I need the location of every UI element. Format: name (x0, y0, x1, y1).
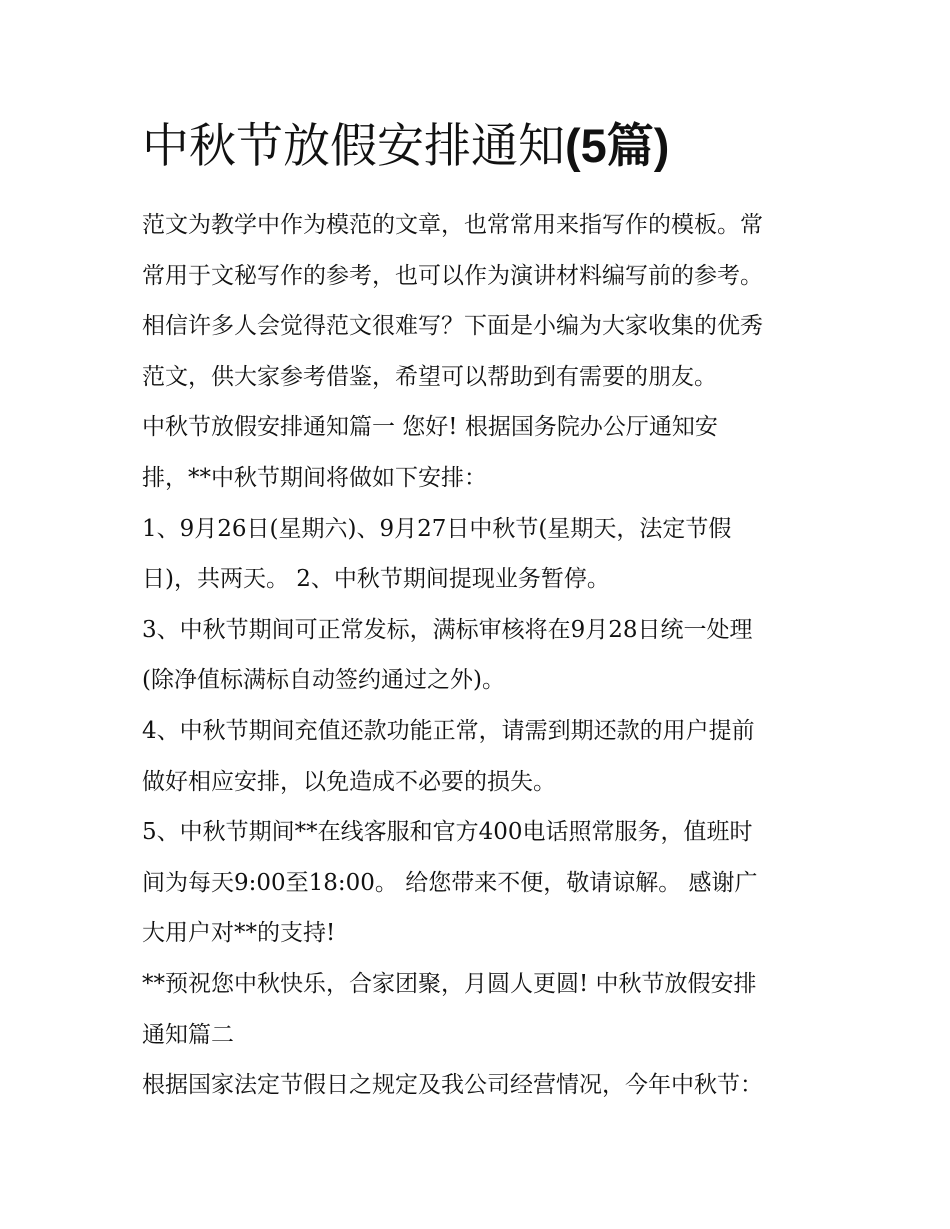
body-line: 范文，供大家参考借鉴，希望可以帮助到有需要的朋友。 (142, 363, 717, 390)
title-main: 中秋节放假安排通知 (142, 119, 565, 174)
body-line: 大用户对**的支持! (142, 920, 336, 947)
body-line: 相信许多人会觉得范文很难写？下面是小编为大家收集的优秀 (142, 313, 763, 340)
title-count: (5篇) (565, 119, 670, 172)
body-line: 根据国家法定节假日之规定及我公司经营情况，今年中秋节： (142, 1072, 763, 1099)
body-line: 1、9月26日(星期六)、9月27日中秋节(星期天，法定节假 (142, 515, 732, 542)
body-line: 日)，共两天。 2、中秋节期间提现业务暂停。 (142, 566, 610, 593)
document-title (142, 116, 842, 177)
body-line: 3、中秋节期间可正常发标，满标审核将在9月28日统一处理 (142, 616, 753, 643)
body-line: 排，**中秋节期间将做如下安排： (142, 464, 487, 491)
body-line: (除净值标满标自动签约通过之外)。 (142, 667, 505, 694)
body-line: 5、中秋节期间**在线客服和官方400电话照常服务，值班时 (142, 819, 753, 846)
body-line: 4、中秋节期间充值还款功能正常，请需到期还款的用户提前 (142, 717, 755, 744)
body-line: 常用于文秘写作的参考，也可以作为演讲材料编写前的参考。 (142, 262, 763, 289)
body-line: 中秋节放假安排通知篇一 您好! 根据国务院办公厅通知安 (142, 414, 718, 441)
body-line: **预祝您中秋快乐，合家团聚，月圆人更圆! 中秋节放假安排 (142, 970, 757, 997)
body-line: 间为每天9:00至18:00。 给您带来不便，敬请谅解。 感谢广 (142, 869, 758, 896)
body-line: 通知篇二 (142, 1021, 234, 1048)
body-line: 范文为教学中作为模范的文章，也常常用来指写作的模板。常 (142, 212, 763, 238)
document-body (142, 200, 822, 1111)
body-line: 做好相应安排，以免造成不必要的损失。 (142, 768, 556, 795)
